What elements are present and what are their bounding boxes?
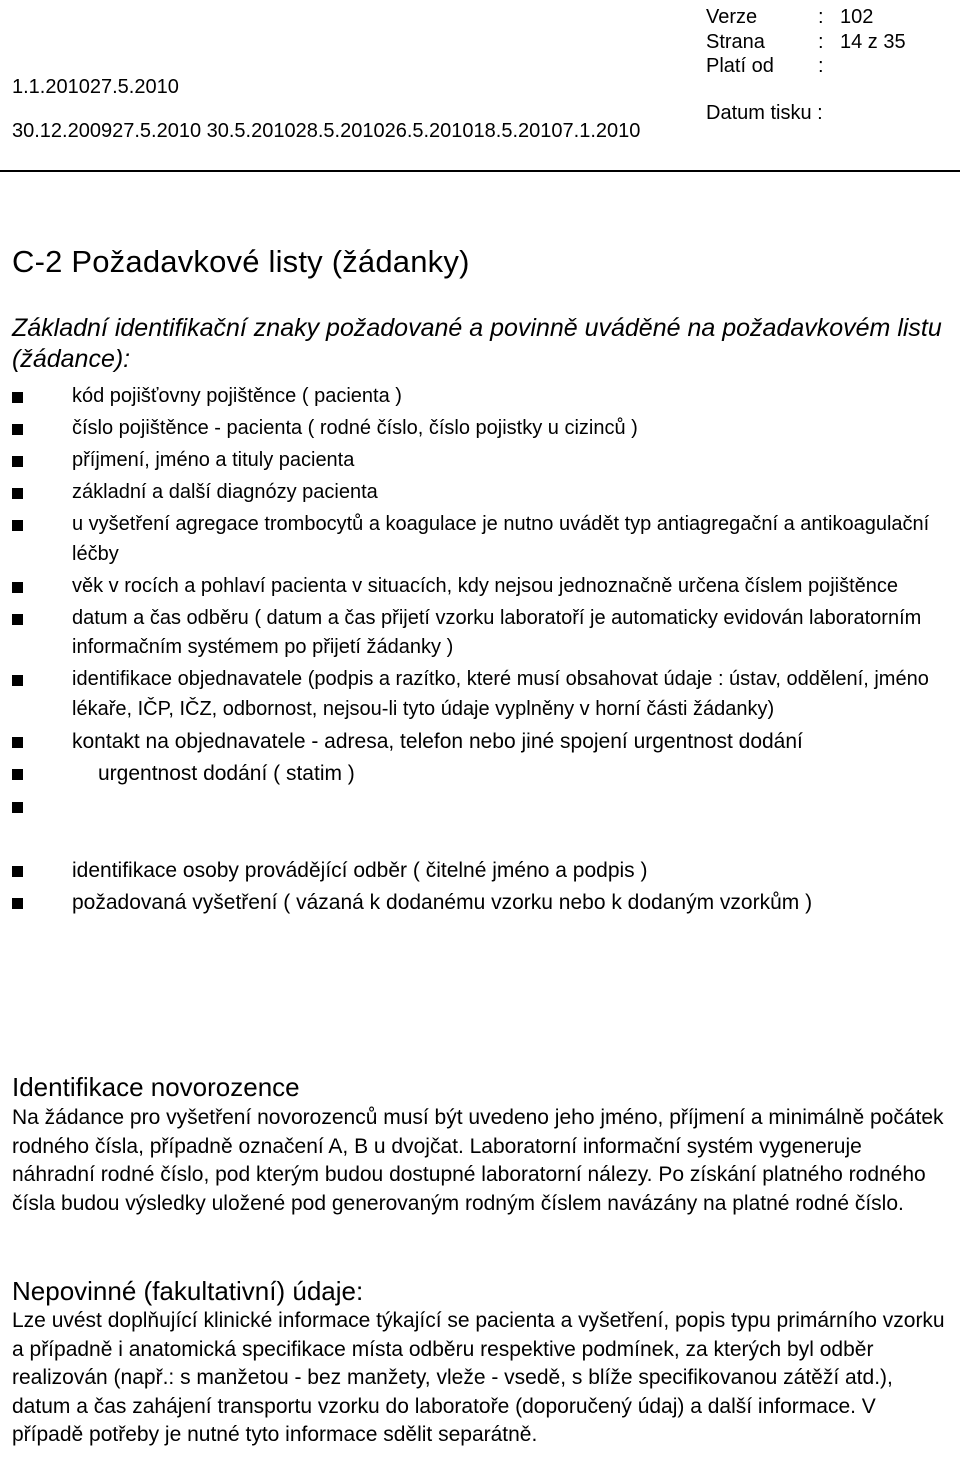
list-item-text: věk v rocích a pohlaví pacienta v situacích, kdy nejsou jednoznačně určena číslem pojištěnce [72, 574, 899, 597]
list-item-text: identifikace osoby provádějící odběr ( čitelné jméno a podpis ) [72, 858, 648, 882]
page-header [0, 0, 960, 172]
list-item-text: u vyšetření agregace trombocytů a koagulace je nutno uvádět typ antiagregační a antikoagulační léčby [72, 513, 930, 565]
square-bullet-icon [12, 802, 23, 813]
list-item-text: číslo pojištěnce - pacienta ( rodné číslo, číslo pojistky u cizinců ) [72, 417, 638, 439]
list-item [12, 888, 952, 918]
page-title: C-2 Požadavkové listy (žádanky) [12, 244, 470, 279]
version-label: Verze [706, 6, 758, 28]
list-item [12, 727, 952, 757]
valid-from-separator: : [818, 55, 824, 77]
square-bullet-icon [12, 582, 23, 593]
list-item-text: identifikace objednavatele (podpis a razítko, které musí obsahovat údaje : ústav, oddělení, jméno lékaře, IČP, IČZ, odbornost, nejsou-li tyto údaje vyplněny v horní části žádanky) [72, 668, 929, 720]
list-item-text: urgentnost dodání ( statim ) [98, 762, 355, 785]
page-value: 14 z 35 [840, 31, 906, 53]
valid-from-label: Platí od [706, 55, 774, 77]
header-date-line-2: 30.12.200927.5.2010 30.5.201028.5.201026.5.201018.5.20107.1.2010 [12, 120, 641, 142]
square-bullet-icon [12, 392, 23, 403]
list-item [12, 382, 952, 412]
list-item [12, 414, 952, 444]
list-item-text: požadovaná vyšetření ( vázaná k dodanému vzorku nebo k dodaným vzorkům ) [72, 891, 813, 914]
list-item-text: datum a čas odběru ( datum a čas přijetí vzorku laboratoří je automaticky evidován laboratorním informačním systémem po přijetí žádanky ) [72, 606, 922, 658]
list-item [12, 572, 952, 602]
square-bullet-icon [12, 675, 23, 686]
list-item [12, 510, 952, 569]
optional-paragraph: Lze uvést doplňující klinické informace týkající se pacienta a vyšetření, popis typu primárního vzorku a případně i anatomická specifikace místa odběru respektive podmínek, za kterých byl odběr realizován (např.: s manžetou - bez manžety, vleže - vsedě, s blíže specifikovanou zátěží atd.), datum a čas zahájení transportu vzorku do laboratoře (doporučený údaj) a další informace. V případě potřeby je nutné tyto informace sdělit separátně. [12, 1309, 945, 1447]
square-bullet-icon [12, 520, 23, 531]
list-item [12, 604, 952, 663]
square-bullet-icon [12, 737, 23, 748]
square-bullet-icon [12, 769, 23, 780]
square-bullet-icon [12, 866, 23, 877]
header-field-version [706, 6, 873, 29]
square-bullet-icon [12, 424, 23, 435]
square-bullet-icon [12, 488, 23, 499]
list-item [12, 665, 952, 724]
header-field-page [706, 31, 906, 54]
optional-heading: Nepovinné (fakultativní) údaje: [12, 1276, 364, 1306]
required-items-list [12, 382, 952, 918]
header-field-valid-from [706, 55, 840, 78]
page-label: Strana [706, 31, 765, 53]
square-bullet-icon [12, 898, 23, 909]
square-bullet-icon [12, 456, 23, 467]
list-item [12, 478, 952, 508]
list-item-text: kód pojišťovny pojištěnce ( pacienta ) [72, 385, 402, 407]
version-separator: : [818, 6, 824, 28]
list-item-text: kontakt na objednavatele - adresa, telefon nebo jiné spojení urgentnost dodání [72, 729, 803, 753]
header-date-line-1: 1.1.201027.5.2010 [12, 76, 179, 98]
list-item [12, 446, 952, 476]
list-item [12, 856, 952, 886]
header-print-date: Datum tisku : [706, 102, 823, 124]
list-item-text: příjmení, jméno a tituly pacienta [72, 449, 355, 471]
newborn-heading: Identifikace novorozence [12, 1072, 300, 1102]
list-item [12, 759, 952, 789]
square-bullet-icon [12, 614, 23, 625]
list-item-text: základní a další diagnózy pacienta [72, 481, 378, 503]
version-value: 102 [840, 6, 874, 28]
list-item-empty [12, 792, 952, 822]
intro-paragraph: Základní identifikační znaky požadované a povinně uváděné na požadavkovém listu (žádance): [12, 314, 942, 373]
newborn-paragraph: Na žádance pro vyšetření novorozenců musí být uvedeno jeho jméno, příjmení a minimálně počátek rodného čísla, případně označení A, B u dvojčat. Laboratorní informační systém vygeneruje náhradní rodné číslo, pod kterým budou dostupné laboratorní nálezy. Po získání platného rodného čísla budou výsledky uložené pod generovaným rodným číslem navázány na platné rodné číslo. [12, 1106, 944, 1215]
page-separator: : [818, 31, 824, 53]
